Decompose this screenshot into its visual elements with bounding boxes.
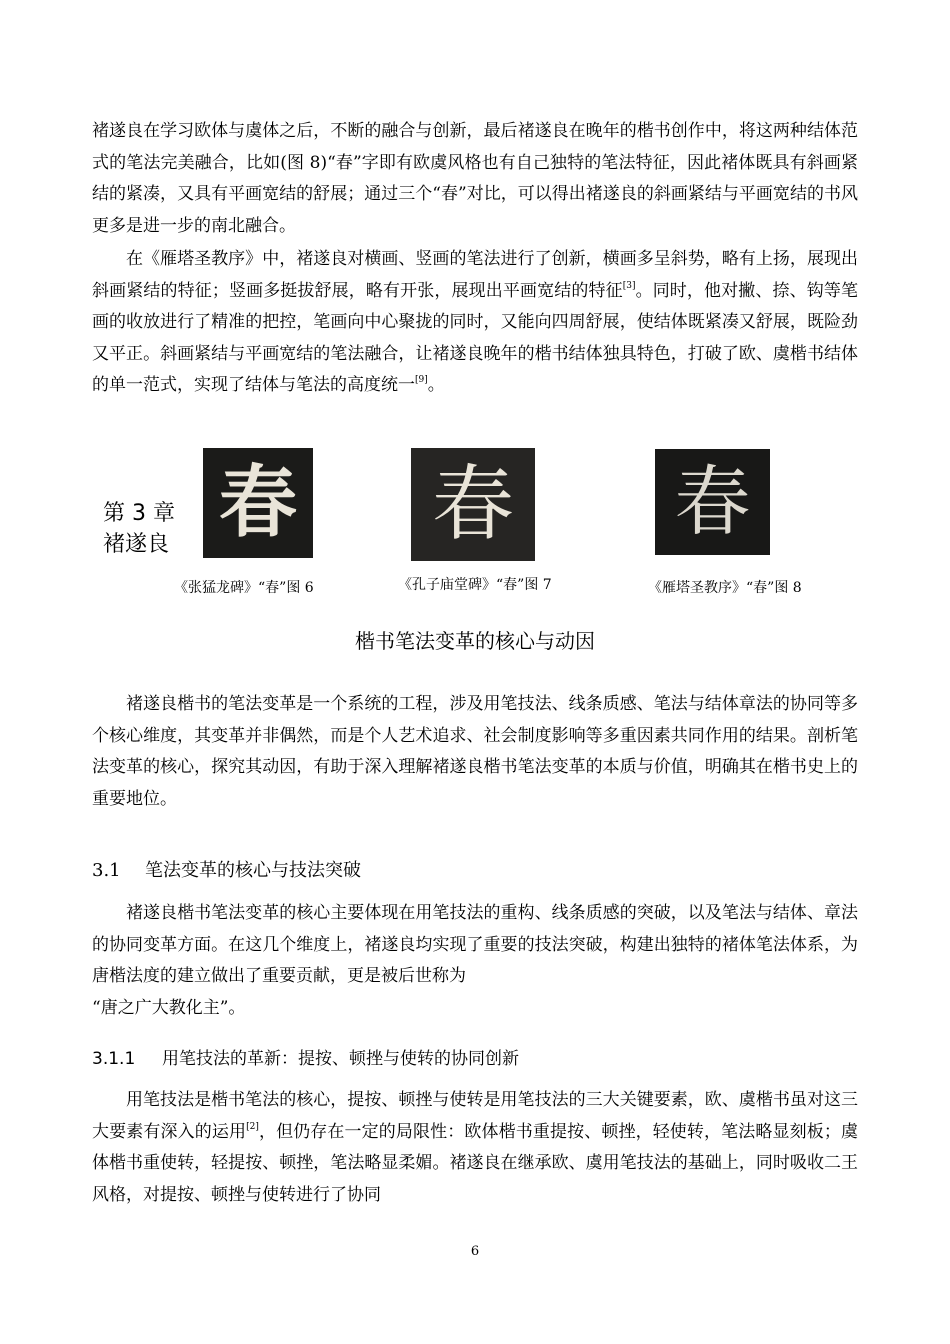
paragraph-yanta: 在《雁塔圣教序》中，褚遂良对横画、竖画的笔法进行了创新，横画多呈斜势，略有上扬，展现出斜画紧结的特征；竖画多挺拔舒展，略有开张，展现出平画宽结的特征[3]。同时，他对撇、捺、钩等笔画的收放进行了精准的把控，笔画向中心聚拢的同时，又能向四周舒展，使结体既紧凑又舒展，既险劲又平正。斜画紧结与平画宽结的笔法融合，让褚遂良晚年的楷书结体独具特色，打破了欧、虞楷书结体的单一范式，实现了结体与笔法的高度统一[9]。 xyxy=(92,249,859,395)
section-title: 笔法变革的核心与技法突破 xyxy=(145,860,361,881)
citation-ref: [2] xyxy=(246,1121,259,1132)
citation-ref: [9] xyxy=(415,375,428,385)
figure-caption: 《张猛龙碑》“春”图 6 xyxy=(174,580,314,596)
figure-caption: 《雁塔圣教序》“春”图 8 xyxy=(648,580,802,596)
paragraph-intro: 褚遂良在学习欧体与虞体之后，不断的融合与创新，最后褚遂良在晚年的楷书创作中，将这两种结体范式的笔法完美融合，比如(图 8)“春”字即有欧虞风格也有自己独特的笔法特征，因此褚体既具有斜画紧结的紧凑，又具有平画宽结的舒展；通过三个“春”对比，可以得出褚遂良的斜画紧结与平画宽结的书风更多是进一步的南北融合。 xyxy=(92,121,858,236)
chapter-title: 楷书笔法变革的核心与动因 xyxy=(355,629,595,653)
section-heading-3-1 xyxy=(92,858,361,884)
paragraph-core: 褚遂良楷书笔法变革的核心主要体现在用笔技法的重构、线条质感的突破，以及笔法与结体、章法的协同变革方面。在这几个维度上，褚遂良均实现了重要的技法突破，构建出独特的褚体笔法体系，为唐楷法度的建立做出了重要贡献，更是被后世称为 “唐之广大教化主”。 xyxy=(92,903,858,1018)
page-number: 6 xyxy=(470,1244,480,1259)
chapter-label: 第 3 章 褚遂良 xyxy=(103,501,175,557)
figure-caption: 《孔子庙堂碑》“春”图 7 xyxy=(398,577,552,593)
section-number: 3.1.1 xyxy=(92,1049,136,1069)
citation-ref: [3] xyxy=(622,280,636,291)
figure-image-kongzimiao: 春 xyxy=(411,448,535,561)
section-number: 3.1 xyxy=(92,860,121,881)
section-title: 用笔技法的革新：提按、顿挫与使转的协同创新 xyxy=(162,1049,519,1069)
figure-image-zhangmenglong: 春 xyxy=(203,448,313,558)
paragraph-brush-technique: 用笔技法是楷书笔法的核心，提按、顿挫与使转是用笔技法的三大关键要素，欧、虞楷书虽对这三大要素有深入的运用[2]，但仍存在一定的局限性：欧体楷书重提按、顿挫，轻使转，笔法略显刻板；虞体楷书重使转，轻提按、顿挫，笔法略显柔媚。褚遂良在继承欧、虞用笔技法的基础上，同时吸收二王风格，对提按、顿挫与使转进行了协同 xyxy=(92,1090,859,1205)
figure-image-yanta: 春 xyxy=(655,449,770,555)
paragraph-chapter-intro: 褚遂良楷书的笔法变革是一个系统的工程，涉及用笔技法、线条质感、笔法与结体章法的协同等多个核心维度，其变革并非偶然，而是个人艺术追求、社会制度影响等多重因素共同作用的结果。剖析笔法变革的核心，探究其动因，有助于深入理解褚遂良楷书笔法变革的本质与价值，明确其在楷书史上的重要地位。 xyxy=(92,694,858,809)
section-heading-3-1-1 xyxy=(92,1047,519,1072)
